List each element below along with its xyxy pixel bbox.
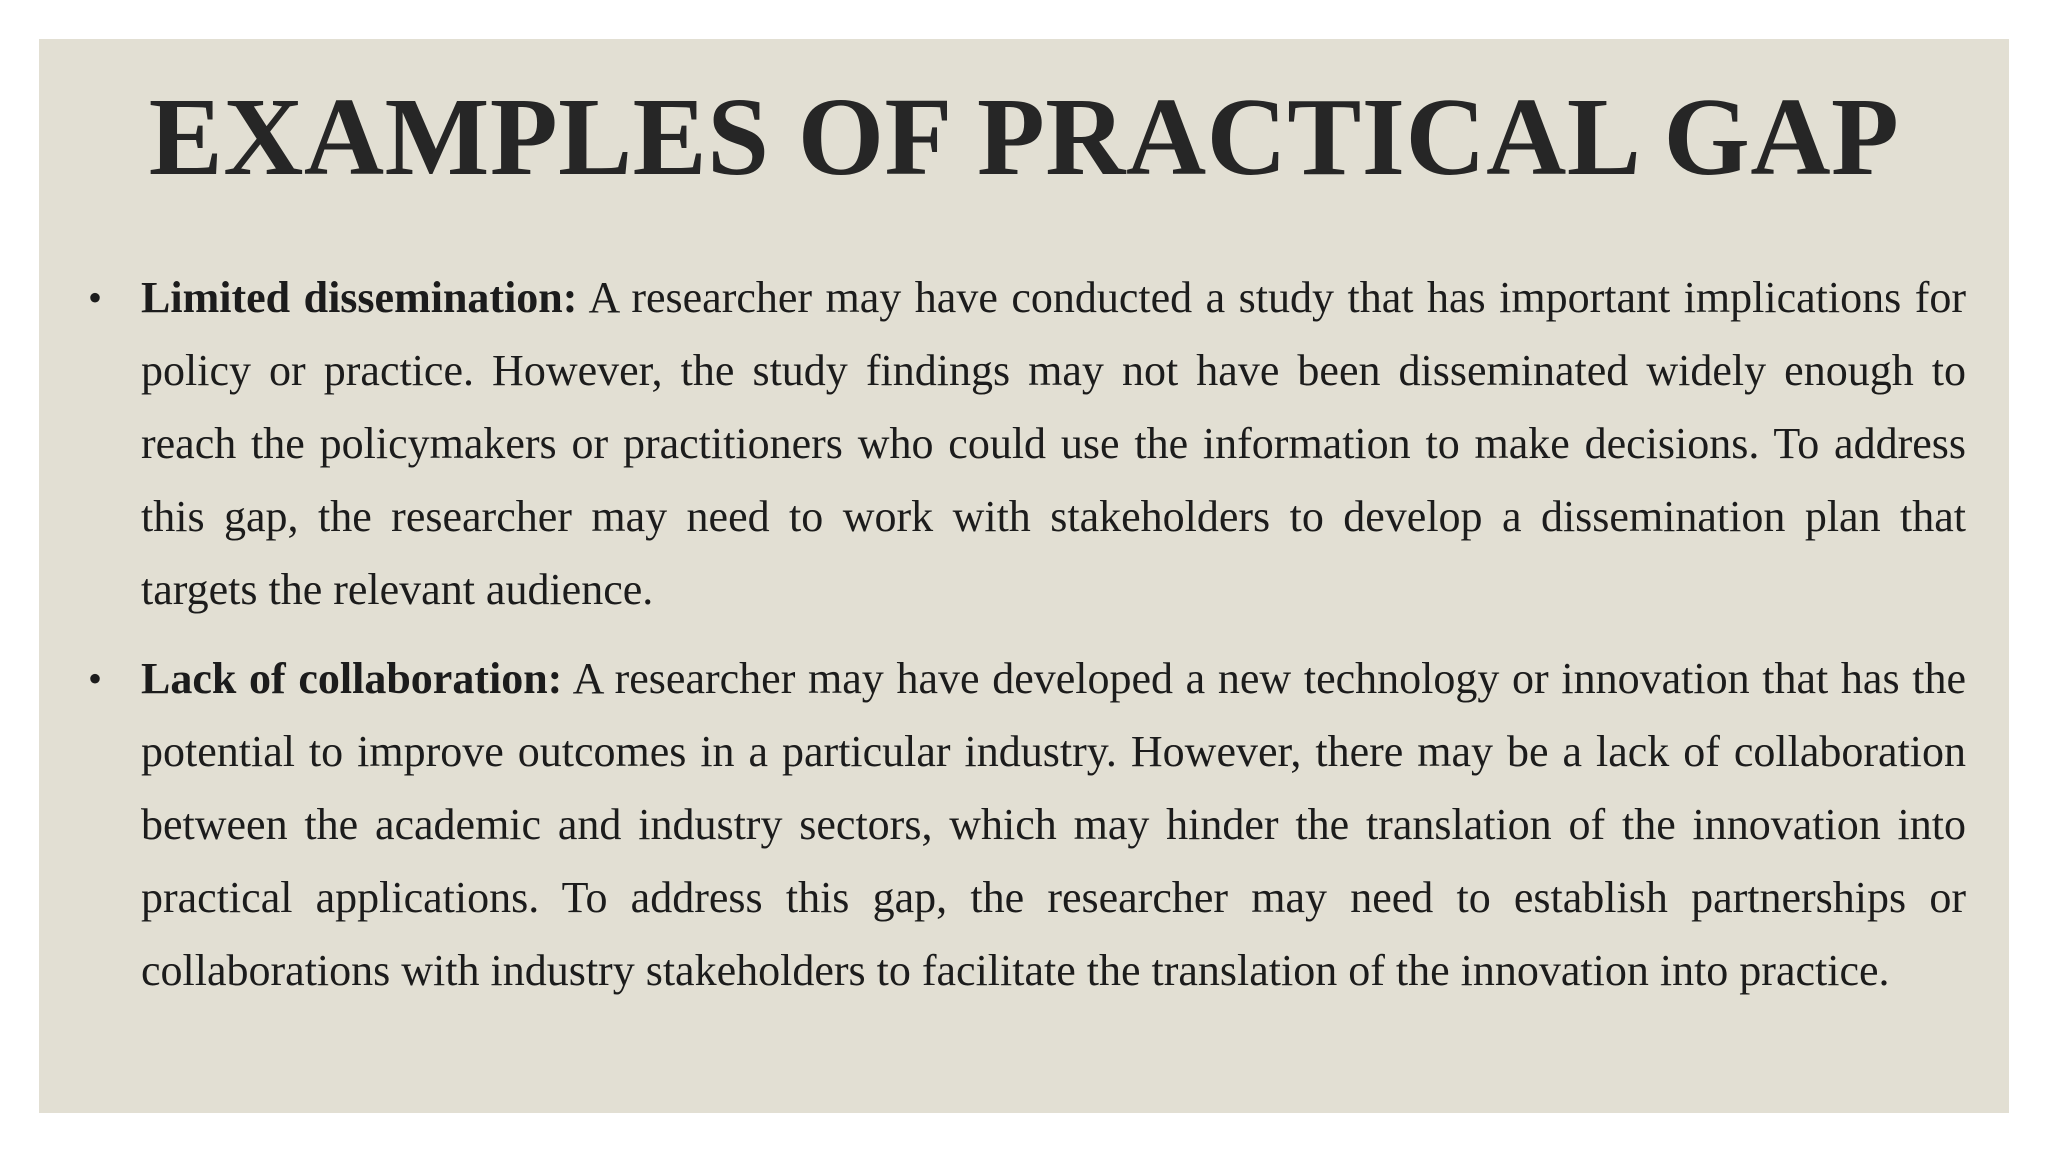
bullet-list [88, 261, 1967, 1023]
bullet-dot-icon: • [88, 656, 103, 701]
slide [39, 39, 2009, 1113]
bullet-term: Lack of collaboration: [141, 654, 563, 703]
slide-title: EXAMPLES OF PRACTICAL GAP [148, 76, 1900, 199]
bullet-item-lack-of-collaboration [88, 642, 1966, 1007]
bullet-text: A researcher may have developed a new technology or innovation that has the potential to improve outcomes in a particular industry. However, there may be a lack of collaboration between the academic and industry sectors, which may hinder the translation of the innovation into practical applications. To address this gap, the researcher may need to establish partnerships or collaborations with industry stakeholders to facilitate the translation of the innovation into practice. [141, 654, 1966, 995]
bullet-text: A researcher may have conducted a study that has important implications for policy or practice. However, the study findings may not have been disseminated widely enough to reach the policymakers or practitioners who could use the information to make decisions. To address this gap, the researcher may need to work with stakeholders to develop a dissemination plan that targets the relevant audience. [141, 273, 1967, 614]
bullet-term: Limited dissemination: [141, 273, 578, 322]
bullet-item-limited-dissemination [88, 261, 1967, 626]
bullet-dot-icon: • [88, 275, 103, 320]
